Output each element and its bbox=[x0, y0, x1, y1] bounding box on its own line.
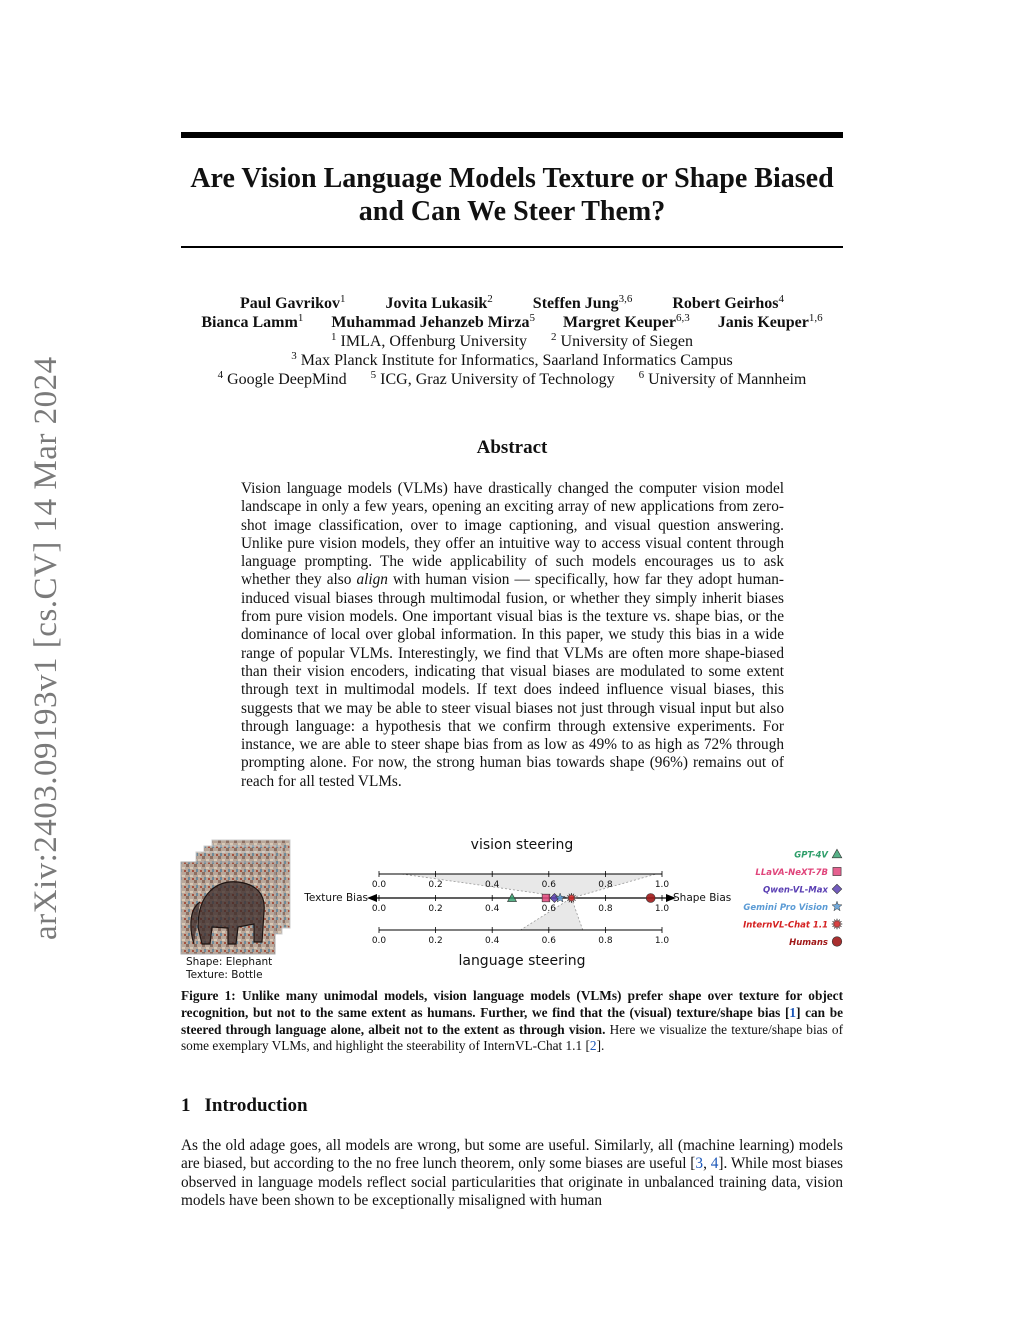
figure-1-graphic bbox=[178, 832, 848, 982]
data-point bbox=[646, 894, 655, 903]
tick-label: 0.2 bbox=[428, 904, 443, 914]
section-title: Introduction bbox=[204, 1095, 308, 1116]
data-point bbox=[542, 894, 550, 902]
tick-label: 0.4 bbox=[485, 936, 500, 946]
abstract-text: Vision language models (VLMs) have drastically changed the computer vision model landscape in only a few years, opening an exciting array of new applications from zero-shot image classification, over to image captioning, and visual question answering. Unlike pure vision models, they offer an intuitive way to access visual content through language prompting. The wide applicability of such models encourages us to ask whether they also align with human vision — specifically, how far they adopt human-induced visual biases through multimodal fusion, or whether they simply inherit biases from pure vision models. One important visual bias is the texture vs. shape bias, or the dominance of local over global information. In this paper, we study this bias in a wide range of popular VLMs. Interestingly, we find that VLMs are often more shape-biased than their vision encoders, indicating that visual biases are modulated to some extent through text in multimodal models. If text does indeed influence visual biases, this suggests that we may be able to steer visual biases not just through visual input but also through language: a hypothesis that we confirm through extensive experiments. For instance, we are able to steer shape bias from as low as 49% to as high as 72% through prompting alone. For now, the strong human bias towards shape (96%) remains out of reach for all tested VLMs. bbox=[241, 480, 785, 790]
affiliation: $^4$ Google DeepMind bbox=[217, 369, 347, 388]
tick-label: 0.2 bbox=[428, 880, 443, 890]
language-steering-range bbox=[521, 898, 583, 930]
affiliation: $^5$ ICG, Graz University of Technology bbox=[370, 369, 615, 388]
author-row-1 bbox=[150, 294, 874, 313]
affiliation: $^1$ IMLA, Offenburg University bbox=[331, 331, 528, 350]
texture-arrow-icon bbox=[367, 894, 377, 902]
tick-label: 0.0 bbox=[371, 880, 387, 890]
section-number: 1 bbox=[181, 1095, 191, 1116]
shape-bias-label: Shape Bias bbox=[673, 892, 732, 904]
abstract-heading: Abstract bbox=[476, 437, 548, 458]
tick-label: 0.8 bbox=[598, 904, 613, 914]
legend-label: Gemini Pro Vision bbox=[743, 903, 828, 913]
title-top-rule bbox=[181, 132, 843, 138]
legend-marker bbox=[832, 901, 842, 911]
affiliation-row-3 bbox=[150, 370, 874, 389]
citation-link[interactable]: 4 bbox=[710, 1155, 719, 1173]
legend-marker bbox=[832, 884, 842, 894]
vision-steering-title: vision steering bbox=[470, 837, 574, 853]
citation-link[interactable]: 1 bbox=[789, 1004, 797, 1020]
tick-label: 0.8 bbox=[598, 880, 613, 890]
legend-marker bbox=[832, 919, 843, 930]
author-name: Steffen Jung$^{3,6}$ bbox=[532, 293, 633, 312]
tick-label: 1.0 bbox=[654, 880, 670, 890]
author-row-2 bbox=[150, 313, 874, 332]
title-line-2: and Can We Steer Them? bbox=[358, 196, 666, 227]
tick-label: 0.2 bbox=[428, 936, 443, 946]
legend-label: Qwen-VL-Max bbox=[762, 885, 828, 896]
chart-legend bbox=[743, 849, 842, 948]
image-label-shape: Shape: Elephant bbox=[186, 956, 273, 968]
legend-marker bbox=[832, 849, 842, 858]
legend-marker bbox=[833, 867, 841, 875]
paper-title bbox=[150, 162, 874, 228]
affiliation: $^2$ University of Siegen bbox=[551, 331, 693, 350]
tick-label: 0.6 bbox=[541, 936, 556, 946]
texture-bias-label: Texture Bias bbox=[304, 892, 368, 904]
section-heading bbox=[181, 1095, 308, 1117]
tick-label: 0.0 bbox=[371, 936, 387, 946]
author-name: Muhammad Jehanzeb Mirza$^5$ bbox=[331, 312, 536, 331]
affiliation: $^6$ University of Mannheim bbox=[638, 369, 807, 388]
tick-label: 1.0 bbox=[654, 936, 670, 946]
tick-label: 0.8 bbox=[598, 936, 613, 946]
tick-label: 0.6 bbox=[541, 904, 556, 914]
legend-marker bbox=[832, 937, 842, 947]
language-steering-title: language steering bbox=[458, 953, 586, 969]
introduction-paragraph: As the old adage goes, all models are wrong, but some are useful. Similarly, all (machine learning) models are biased, but according to the no free lunch theorem, only some biases are useful [3, 4]. While most biases observed in language models reflect social particularities that originate in unbalanced training data, vision models have been shown to be exceptionally misaligned with human bbox=[181, 1137, 844, 1209]
author-name: Bianca Lamm$^1$ bbox=[201, 312, 304, 331]
tick-label: 0.4 bbox=[485, 904, 500, 914]
legend-label: Humans bbox=[789, 938, 828, 948]
author-block bbox=[150, 294, 874, 389]
citation-link[interactable]: 3 bbox=[695, 1155, 704, 1173]
figure-caption: Figure 1: Unlike many unimodal models, vision language models (VLMs) prefer shape over texture for object recognition, but not to the same extent as humans. Further, we find that the (visual) texture/shape bias [1] can be steered through language alone, albeit not to the extent as through vision. Here we visualize the texture/shape bias of some exemplary VLMs, and highlight the steerability of InternVL-Chat 1.1 [2]. bbox=[181, 988, 844, 1054]
image-label-texture: Texture: Bottle bbox=[186, 969, 263, 981]
legend-label: LLaVA-NeXT-7B bbox=[755, 868, 828, 878]
citation-link[interactable]: 2 bbox=[589, 1038, 597, 1054]
tick-label: 0.6 bbox=[541, 880, 556, 890]
author-name: Margret Keuper$^{6,3}$ bbox=[563, 312, 690, 331]
figure-1 bbox=[178, 832, 848, 982]
author-name: Paul Gavrikov$^1$ bbox=[239, 293, 346, 312]
author-name: Jovita Lukasik$^2$ bbox=[385, 293, 493, 312]
stimulus-image-stack bbox=[181, 840, 290, 954]
legend-label: GPT-4V bbox=[794, 850, 828, 861]
author-name: Janis Keuper$^{1,6}$ bbox=[717, 312, 823, 331]
author-name: Robert Geirhos$^4$ bbox=[672, 293, 785, 312]
affiliation-row-2 bbox=[150, 351, 874, 370]
affiliation: $^3$ Max Planck Institute for Informatics, Saarland Informatics Campus bbox=[291, 350, 733, 369]
title-bottom-rule bbox=[181, 246, 843, 248]
title-line-1: Are Vision Language Models Texture or Shape Biased bbox=[190, 163, 834, 194]
tick-label: 0.4 bbox=[485, 880, 500, 890]
arxiv-identifier: arXiv:2403.09193v1 [cs.CV] 14 Mar 2024 bbox=[28, 356, 64, 940]
tick-label: 1.0 bbox=[654, 904, 670, 914]
affiliation-row-1 bbox=[150, 332, 874, 351]
tick-label: 0.0 bbox=[371, 904, 387, 914]
legend-label: InternVL-Chat 1.1 bbox=[743, 920, 828, 931]
